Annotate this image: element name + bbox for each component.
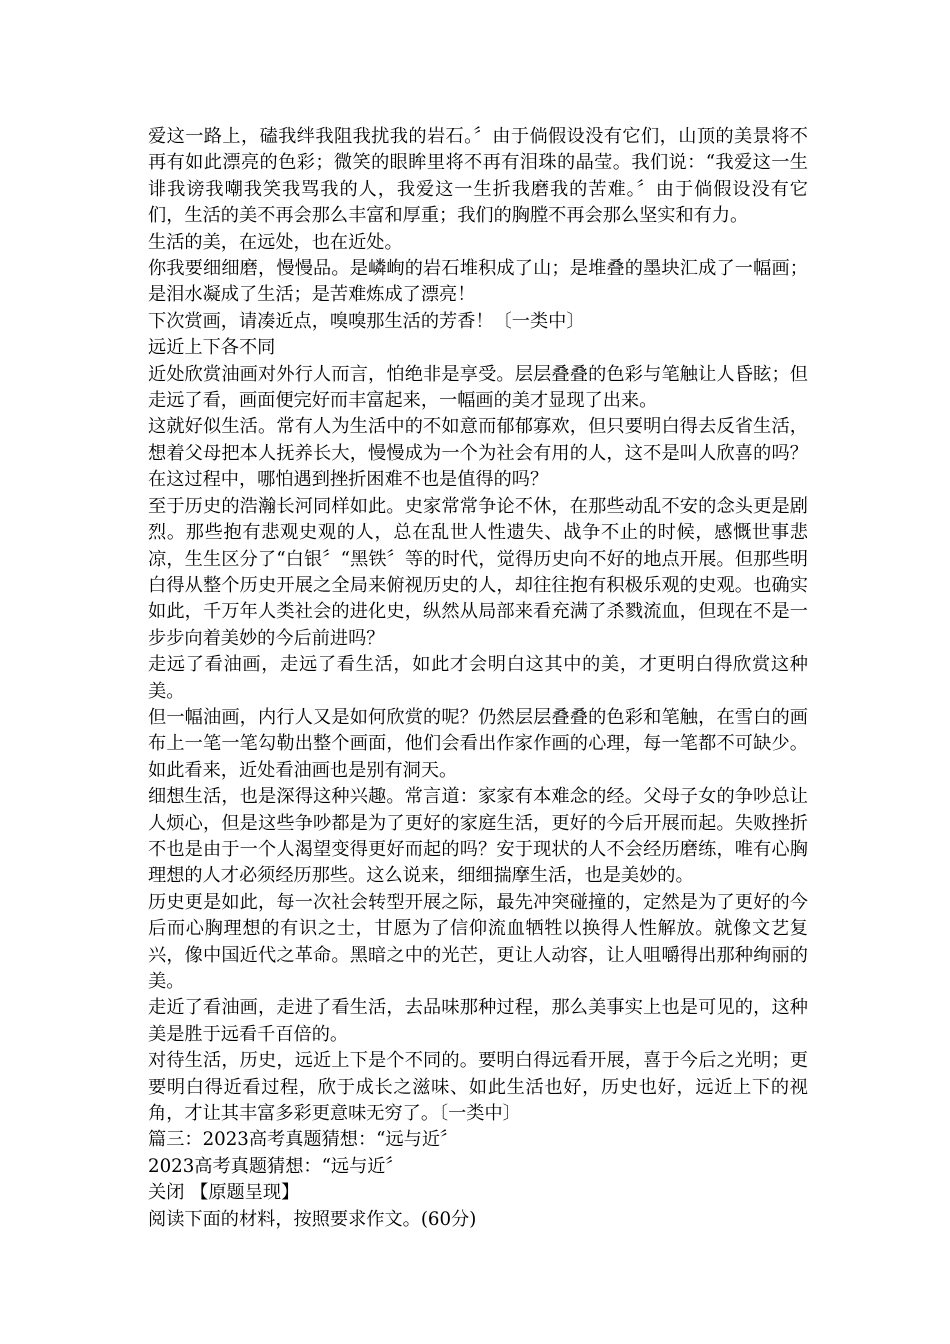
paragraph-conclusion: 对待生活，历史，远近上下是个不同的。要明白得远看开展，喜于今后之光明；更要明白得近看过程，欣于成长之滋味、如此生活也好，历史也好，远近上下的视角，才让其丰富多彩更意味无穷了。〔一类中〕	[148, 1050, 808, 1125]
paragraph-life-reflection: 这就好似生活。常有人为生活中的不如意而郁郁寡欢，但只要明白得去反省生活，想着父母把本人抚养长大，慢慢成为一个为社会有用的人，这不是叫人欣喜的吗？在这过程中，哪怕遇到挫折困难不也是值得的吗？	[148, 416, 808, 491]
paragraph-step-closer: 走近了看油画，走进了看生活，去品味那种过程，那么美事实上也是可见的，这种美是胜于远看千百倍的。	[148, 997, 808, 1045]
section-heading-part3: 篇三：2023高考真题猜想：“远与近〞	[148, 1129, 459, 1151]
paragraph-history-view: 至于历史的浩瀚长河同样如此。史家常常争论不休，在那些动乱不安的念头更是剧烈。那些抱有悲观史观的人，总在乱世人性遗失、战争不止的时候，感慨世事悲凉，生生区分了“白银〞“黑铁〞等的时代，觉得历史向不好的地点开展。但那些明白得从整个历史开展之全局来俯视历史的人，却往往抱有积极乐观的史观。也确实如此，千万年人类社会的进化史，纵然从局部来看充满了杀戮流血，但现在不是一步步向着美妙的今后前进吗？	[148, 495, 808, 649]
paragraph-beauty-far-near: 生活的美，在远处，也在近处。	[148, 231, 403, 253]
original-question-label: 关闭 【原题呈现】	[148, 1182, 300, 1204]
instruction-line: 阅读下面的材料，按照要求作文。(60分)	[148, 1208, 477, 1230]
paragraph-savor-slowly: 你我要细细磨，慢慢品。是嶙峋的岩石堆积成了山；是堆叠的墨块汇成了一幅画；是泪水凝成了生活；是苦难炼成了漂亮！	[148, 258, 808, 306]
paragraph-oil-painting-far: 近处欣赏油画对外行人而言，怕绝非是享受。层层叠叠的色彩与笔触让人昏眩；但走远了看，画面便完好而丰富起来，一幅画的美才显现了出来。	[148, 363, 808, 412]
paragraph-life-details: 细想生活，也是深得这种兴趣。常言道：家家有本难念的经。父母子女的争吵总让人烦心，但是这些争吵都是为了更好的家庭生活，更好的今后开展而起。失败挫折不也是由于一个人渴望变得更好而起的吗？安于现状的人不会经历磨练，唯有心胸理想的人才必须经历那些。这么说来，细细揣摩生活，也是美妙的。	[148, 786, 808, 887]
document-body	[148, 124, 808, 1233]
paragraph-history-transition: 历史更是如此，每一次社会转型开展之际，最先冲突碰撞的，定然是为了更好的今后而心胸理想的有识之士，甘愿为了信仰流血牺牲以换得人性解放。就像文艺复兴，像中国近代之革命。黑暗之中的光芒，更让人动容，让人咀嚼得出那种绚丽的美。	[148, 891, 808, 992]
section-subheading: 2023高考真题猜想：“远与近〞	[148, 1155, 404, 1177]
essay-title-far-near: 远近上下各不同	[148, 337, 276, 359]
paragraph-closing-remark-1: 下次赏画，请凑近点，嗅嗅那生活的芳香！〔一类中〕	[148, 310, 585, 332]
paragraph-step-back: 走远了看油画，走远了看生活，如此才会明白这其中的美，才更明白得欣赏这种美。	[148, 654, 808, 702]
paragraph-oil-painting-near: 但一幅油画，内行人又是如何欣赏的呢？仍然层层叠叠的色彩和笔触，在雪白的画布上一笔一笔勾勒出整个画面，他们会看出作家作画的心理，每一笔都不可缺少。如此看来，近处看油画也是别有洞天。	[148, 706, 808, 781]
paragraph-love-obstacles: 爱这一路上，磕我绊我阻我扰我的岩石。〞由于倘假设没有它们，山顶的美景将不再有如此漂亮的色彩；微笑的眼眸里将不再有泪珠的晶莹。我们说：“我爱这一生诽我谤我嘲我笑我骂我的人，我爱这一生折我磨我的苦难。〞由于倘假设没有它们，生活的美不再会那么丰富和厚重；我们的胸膛不再会那么坚实和有力。	[148, 126, 808, 227]
